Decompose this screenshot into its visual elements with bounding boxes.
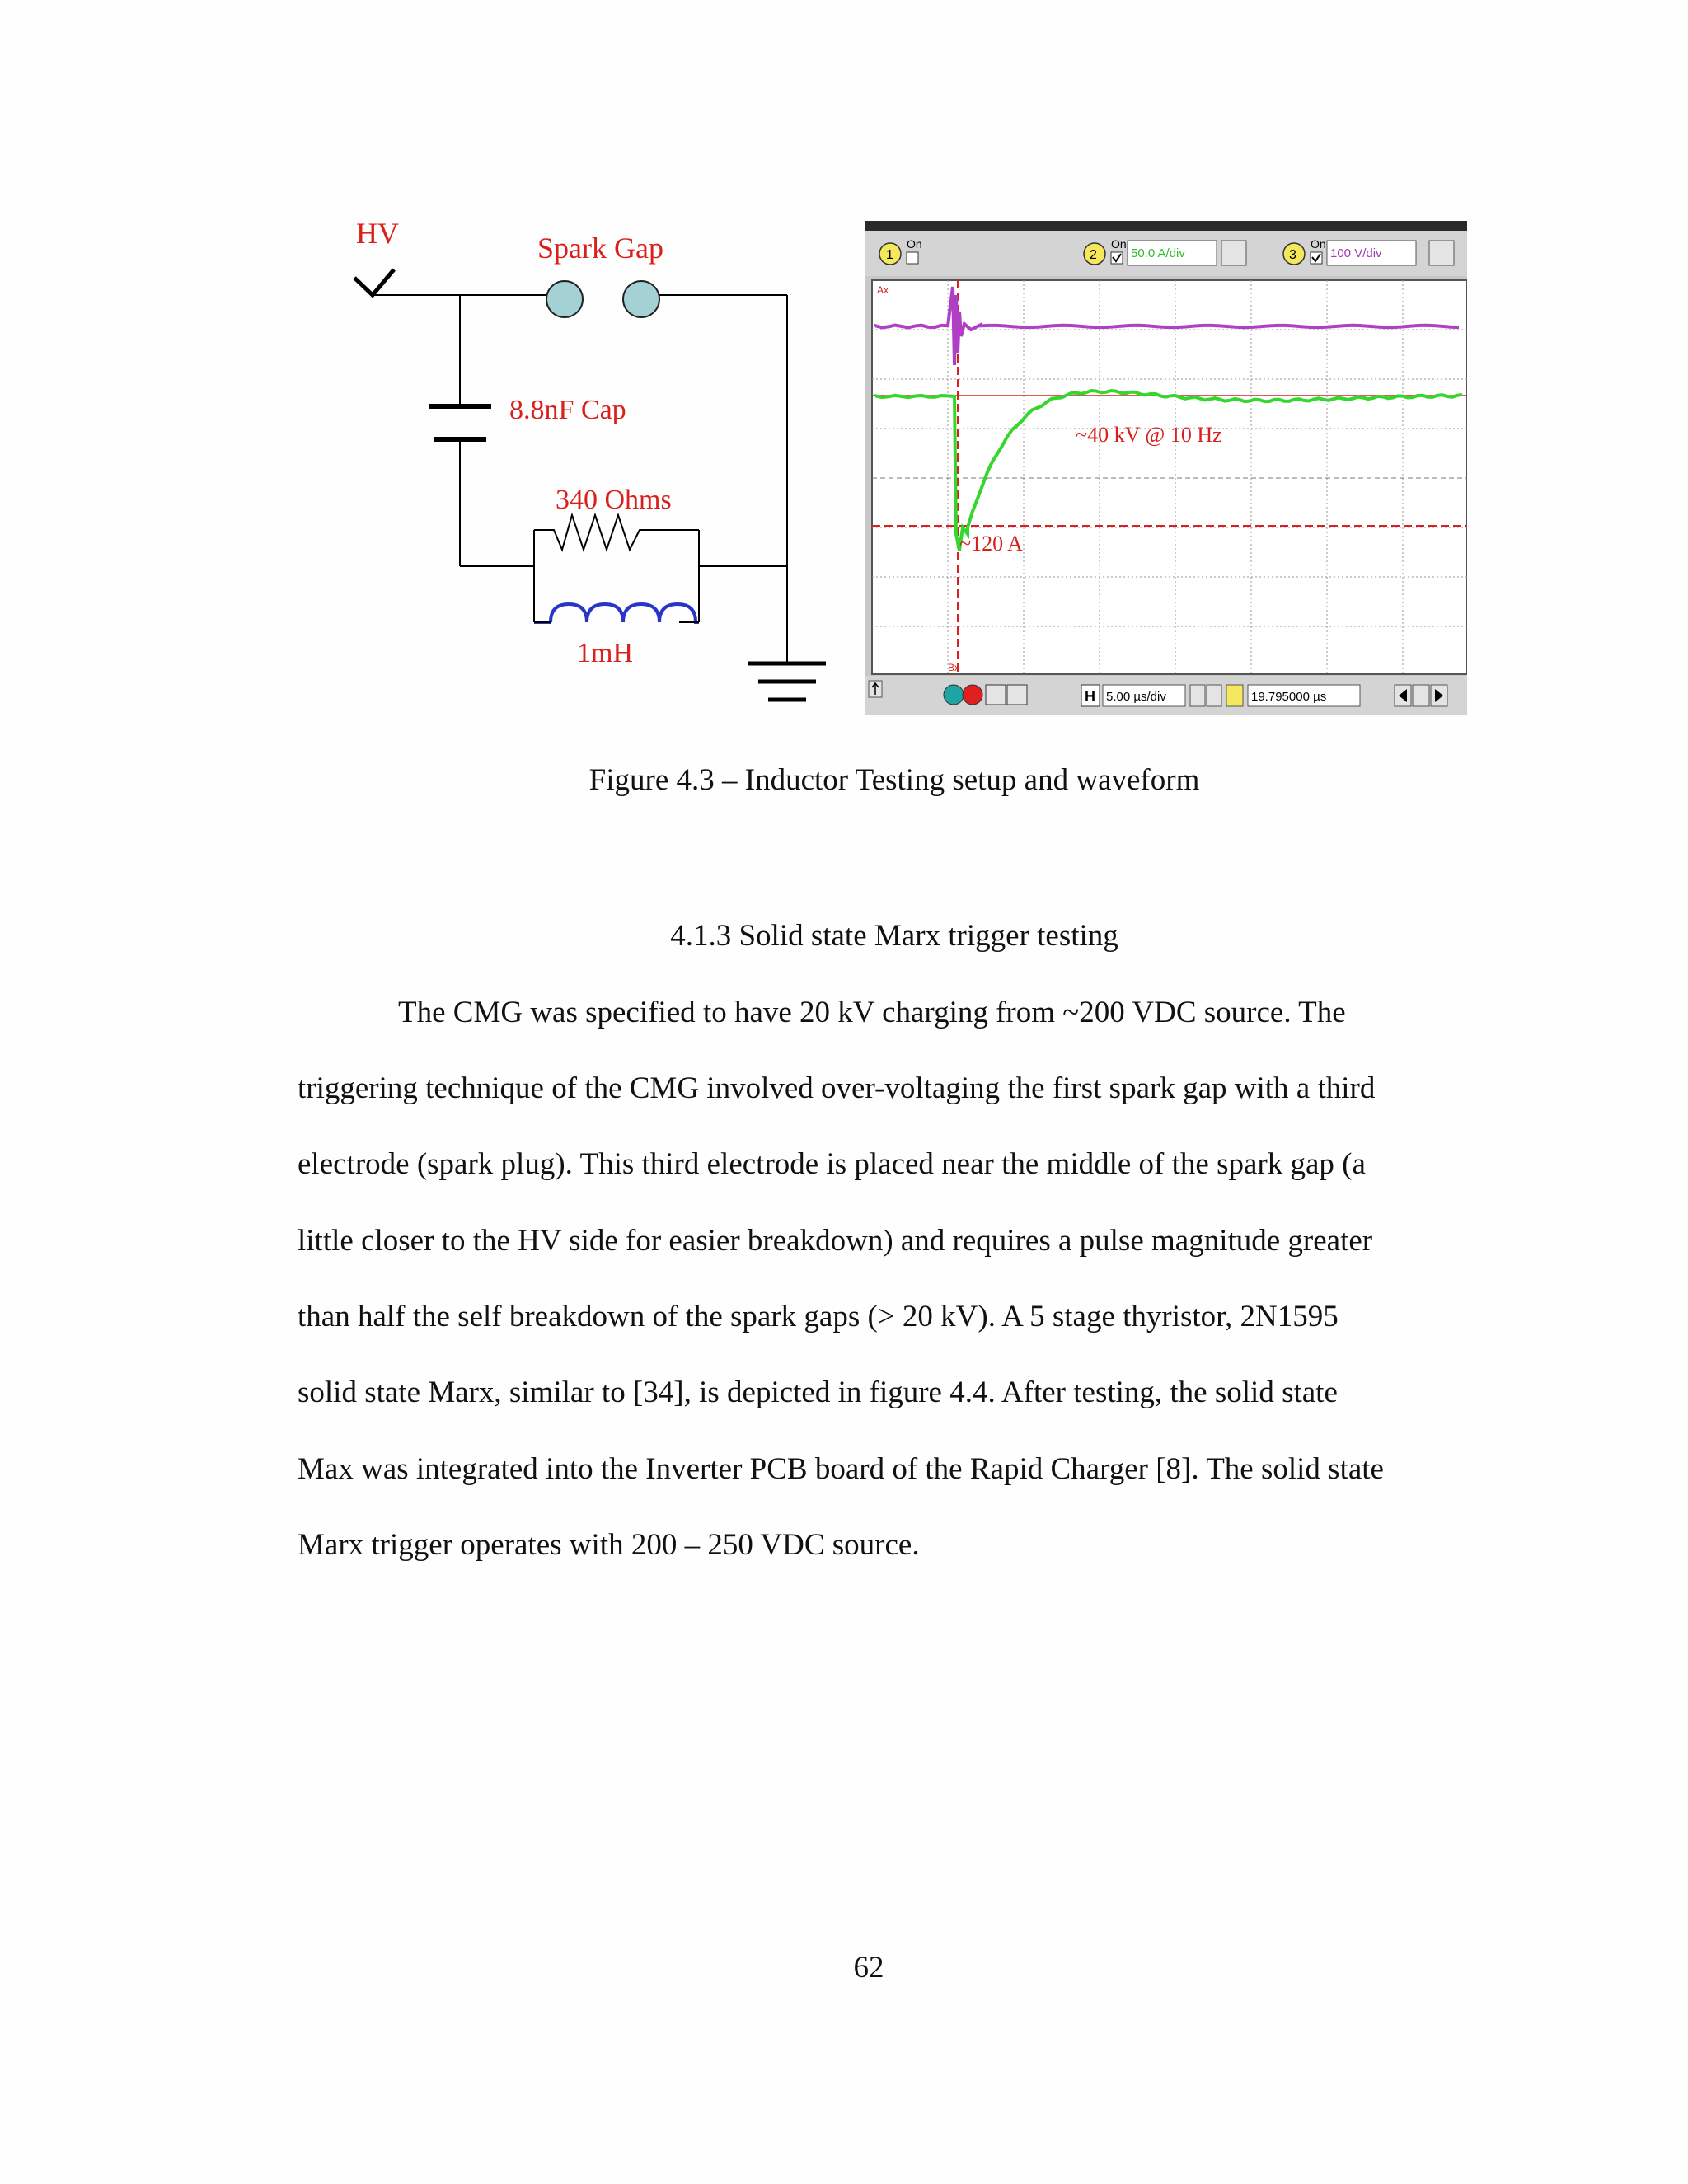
paragraph-line: The CMG was specified to have 20 kV charging from ~200 VDC source. The	[398, 996, 1346, 1029]
save-icon[interactable]	[986, 685, 1006, 705]
scope-titlebar	[865, 221, 1467, 231]
ch2-scale-value: 50.0 A/div	[1131, 246, 1185, 260]
paragraph-line: solid state Marx, similar to [34], is depicted in figure 4.4. After testing, the solid state	[298, 1376, 1338, 1409]
trigger-time-value: 19.795000 µs	[1251, 690, 1327, 704]
ch1-on-checkbox[interactable]	[907, 252, 918, 264]
ch3-scale-value: 100 V/div	[1330, 246, 1382, 260]
voltage-annotation: ~40 kV @ 10 Hz	[1076, 423, 1222, 447]
spark-gap-label: Spark Gap	[537, 232, 663, 265]
resistor-label: 340 Ohms	[556, 485, 672, 515]
print-icon[interactable]	[1007, 685, 1027, 705]
time-scale-stepper-down[interactable]	[1190, 685, 1205, 706]
spark-gap-electrode-right	[623, 281, 659, 317]
ch3-number: 3	[1289, 248, 1296, 262]
capacitor-label: 8.8nF Cap	[509, 395, 626, 425]
section-heading: 4.1.3 Solid state Marx trigger testing	[670, 919, 1118, 953]
ch2-number: 2	[1090, 248, 1097, 262]
oscilloscope-screenshot	[865, 221, 1467, 715]
zero-position-button[interactable]	[1413, 685, 1429, 706]
scope-display	[872, 280, 1467, 674]
stop-button[interactable]	[963, 685, 982, 705]
ch2-on-label: On	[1111, 237, 1127, 251]
paragraph-line: triggering technique of the CMG involved over-voltaging the first spark gap with a third	[298, 1071, 1376, 1105]
page-number: 62	[853, 1951, 884, 1985]
paragraph-line: Max was integrated into the Inverter PCB board of the Rapid Charger [8]. The solid state	[298, 1452, 1384, 1486]
hv-label: HV	[356, 217, 399, 250]
run-button[interactable]	[944, 685, 964, 705]
spark-gap-electrode-left	[546, 281, 583, 317]
ch1-on-label: On	[907, 237, 922, 251]
paragraph-line: than half the self breakdown of the spark gaps (> 20 kV). A 5 stage thyristor, 2N1595	[298, 1300, 1339, 1333]
ch3-on-label: On	[1311, 237, 1326, 251]
hv-terminal-symbol	[354, 269, 394, 295]
horizontal-label: H	[1085, 688, 1095, 705]
paragraph-line: little closer to the HV side for easier breakdown) and requires a pulse magnitude greater	[298, 1224, 1373, 1258]
current-annotation: ~120 A	[959, 532, 1023, 555]
inductor-label: 1mH	[577, 638, 633, 668]
time-scale-value: 5.00 µs/div	[1106, 690, 1166, 704]
marker-bx: Bx	[948, 662, 960, 673]
paragraph-line: Marx trigger operates with 200 – 250 VDC source.	[298, 1528, 920, 1562]
ch1-number: 1	[886, 248, 893, 262]
ch2-coupling-button[interactable]	[1221, 241, 1246, 265]
time-scale-stepper-up[interactable]	[1207, 685, 1221, 706]
ch3-coupling-button[interactable]	[1429, 241, 1454, 265]
inductor-symbol	[534, 604, 699, 622]
marker-ax: Ax	[877, 284, 889, 296]
trigger-position-icon[interactable]	[1226, 685, 1243, 706]
circuit-diagram	[321, 202, 857, 721]
resistor-symbol	[534, 515, 699, 550]
figure-caption: Figure 4.3 – Inductor Testing setup and waveform	[588, 763, 1200, 797]
paragraph-line: electrode (spark plug). This third electrode is placed near the middle of the spark gap (a	[298, 1147, 1366, 1181]
